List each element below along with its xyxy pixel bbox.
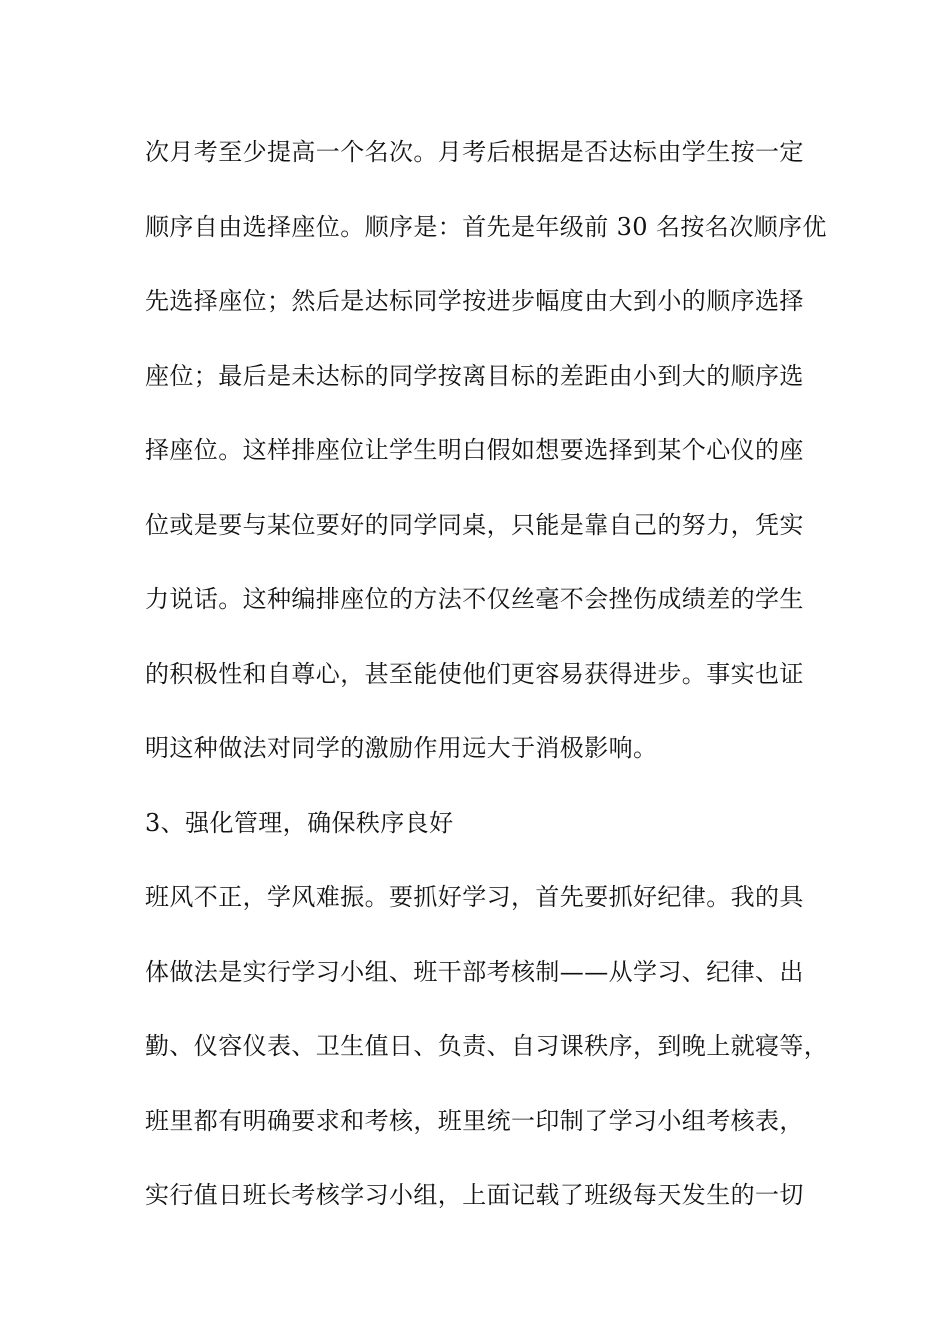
- text-line: 体做法是实行学习小组、班干部考核制——从学习、纪律、出: [145, 957, 804, 986]
- text-line: 力说话。这种编排座位的方法不仅丝毫不会挫伤成绩差的学生: [145, 585, 804, 613]
- text-line: 的积极性和自尊心，甚至能使他们更容易获得进步。事实也证: [145, 659, 804, 688]
- text-line: 明这种做法对同学的激励作用远大于消极影响。: [145, 734, 658, 762]
- text-line: 勤、仪容仪表、卫生值日、负责、自习课秩序，到晚上就寝等，: [145, 1032, 829, 1060]
- text-line: 择座位。这样排座位让学生明白假如想要选择到某个心仪的座: [145, 436, 804, 464]
- text-line: 座位；最后是未达标的同学按离目标的差距由小到大的顺序选: [145, 361, 804, 390]
- text-line: 顺序自由选择座位。顺序是：首先是年级前 30 名按名次顺序优: [145, 212, 827, 241]
- text-line: 先选择座位；然后是达标同学按进步幅度由大到小的顺序选择: [145, 287, 804, 315]
- body-text: [145, 128, 835, 1246]
- text-line: 班里都有明确要求和考核，班里统一印制了学习小组考核表，: [145, 1106, 804, 1135]
- section-heading: 3、强化管理，确保秩序良好: [145, 808, 454, 837]
- text-line: 实行值日班长考核学习小组，上面记载了班级每天发生的一切: [145, 1181, 804, 1209]
- text-line: 位或是要与某位要好的同学同桌，只能是靠自己的努力，凭实: [145, 510, 804, 539]
- text-line: 次月考至少提高一个名次。月考后根据是否达标由学生按一定: [145, 138, 804, 166]
- text-line: 班风不正，学风难振。要抓好学习，首先要抓好纪律。我的具: [145, 883, 804, 911]
